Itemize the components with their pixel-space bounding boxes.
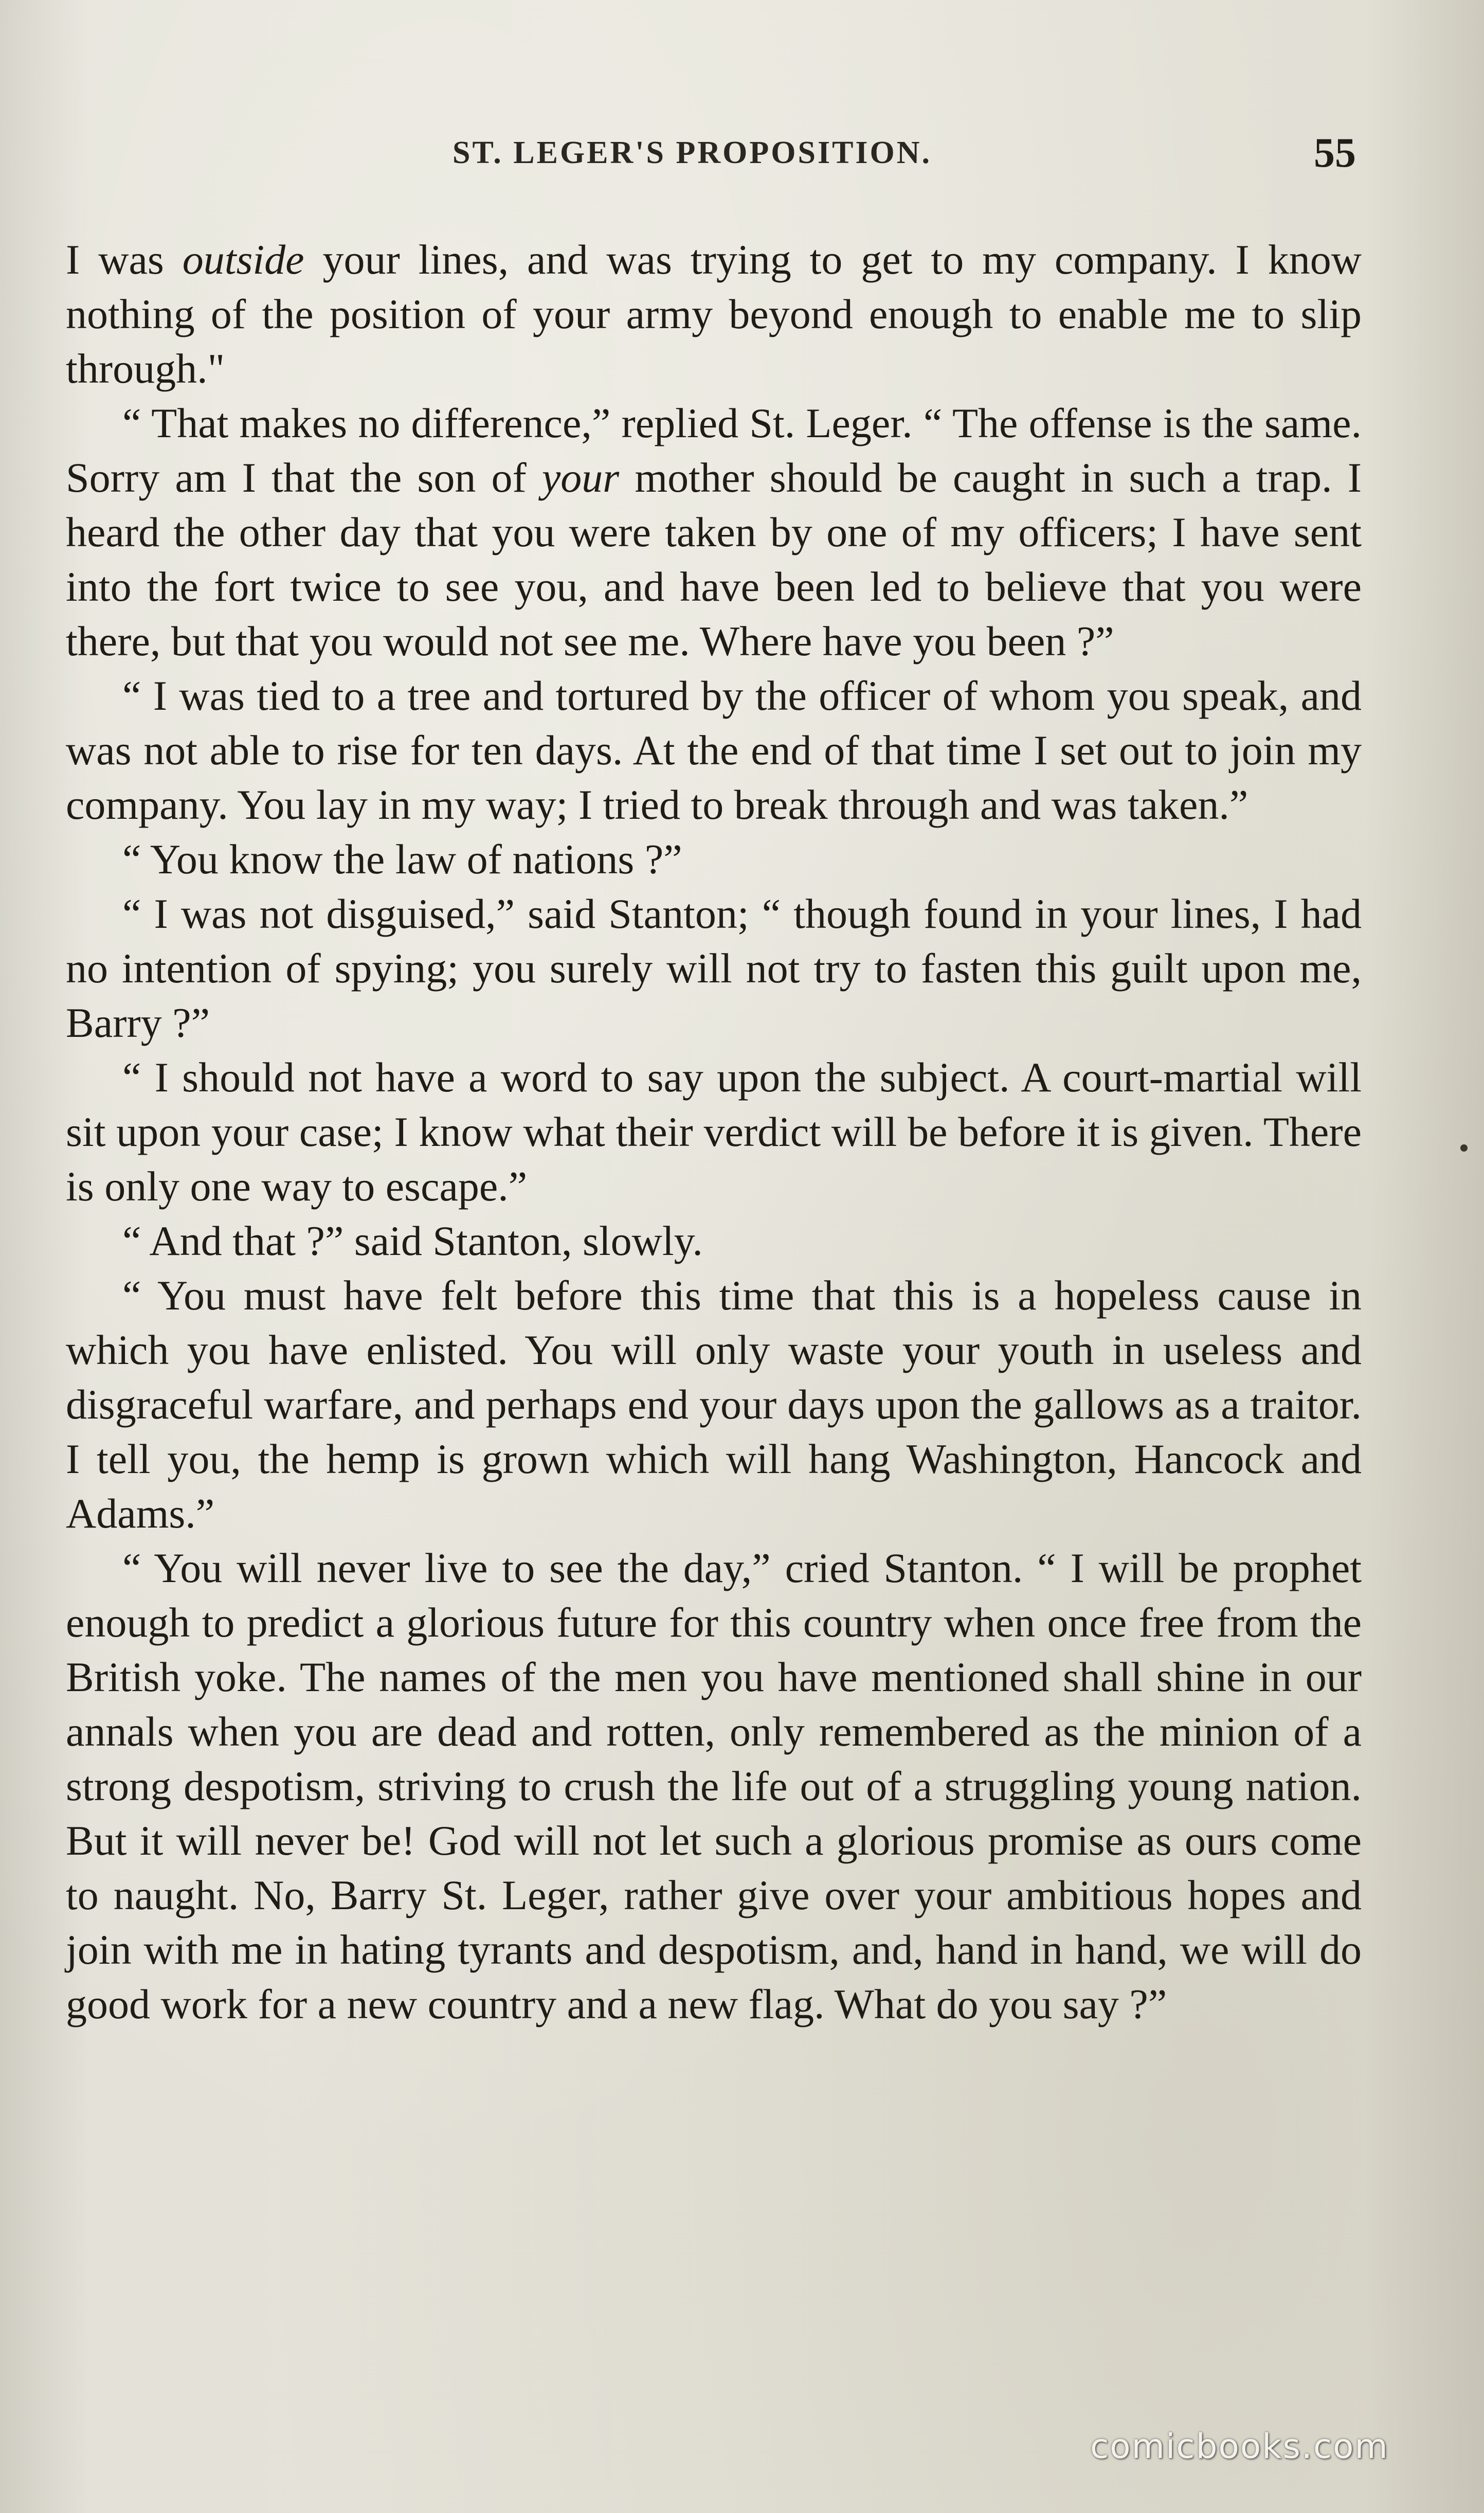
paragraph-1 <box>66 232 1362 396</box>
emphasis-outside: outside <box>182 236 304 283</box>
paragraph-8: “ You must have felt before this time that this is a hopeless cause in which you have enlisted. You will only waste your youth in useless and disgraceful warfare, and perhaps end your days upon the gallows as a traitor. I tell you, the hemp is grown which will hang Washington, Hancock and Adams.” <box>66 1272 1362 1537</box>
paragraph-1-text-cont: your lines, and was trying to get to my company. I know nothing of the position of your army beyond enough to enable me to slip through." <box>66 236 1362 392</box>
paragraph-1-text: I was <box>66 236 183 283</box>
ink-spot <box>1460 1144 1468 1152</box>
page-number: 55 <box>1314 129 1356 176</box>
running-head: ST. LEGER'S PROPOSITION. <box>453 135 932 170</box>
paragraph-3: “ I was tied to a tree and tortured by the officer of whom you speak, and was not able to rise for ten days. At the end of that time I set out to join my company. You lay in my way; I tried to break through and was taken.” <box>66 672 1362 828</box>
paragraph-9: “ You will never live to see the day,” cried Stanton. “ I will be prophet enough to predict a glorious future for this country when once free from the British yoke. The names of the men you have mentioned shall shine in our annals when you are dead and rotten, only remembered as the minion of a strong despotism, striving to crush the life out of a struggling young nation. But it will never be! God will not let such a glorious promise as ours come to naught. No, Barry St. Leger, rather give over your ambitious hopes and join with me in hating tyrants and despotism, and, hand in hand, we will do good work for a new country and a new flag. What do you say ?” <box>66 1545 1362 2027</box>
paragraph-2-text-cont: mother should be caught in such a trap. I heard the other day that you were taken by one of my officers; I have sent into the fort twice to see you, and have been led to believe that you were there, but that you would not see me. Where have you been ?” <box>66 454 1362 665</box>
paragraph-7: “ And that ?” said Stanton, slowly. <box>122 1217 703 1264</box>
paragraph-2 <box>66 396 1362 669</box>
paragraph-4: “ You know the law of nations ?” <box>122 836 682 883</box>
paragraph-2-text: “ That makes no difference,” replied St. Leger. “ The offense is the same. Sorry am I that the son of <box>66 400 1362 501</box>
emphasis-your: your <box>541 454 620 501</box>
paragraph-6: “ I should not have a word to say upon the subject. A court-martial will sit upon your case; I know what their verdict will be before it is given. There is only one way to escape.” <box>66 1054 1362 1210</box>
watermark: comicbooks.com <box>1090 2427 1389 2466</box>
body-text <box>66 232 1362 2032</box>
paragraph-5: “ I was not disguised,” said Stanton; “ though found in your lines, I had no intention of spying; you surely will not try to fasten this guilt upon me, Barry ?” <box>66 890 1362 1046</box>
